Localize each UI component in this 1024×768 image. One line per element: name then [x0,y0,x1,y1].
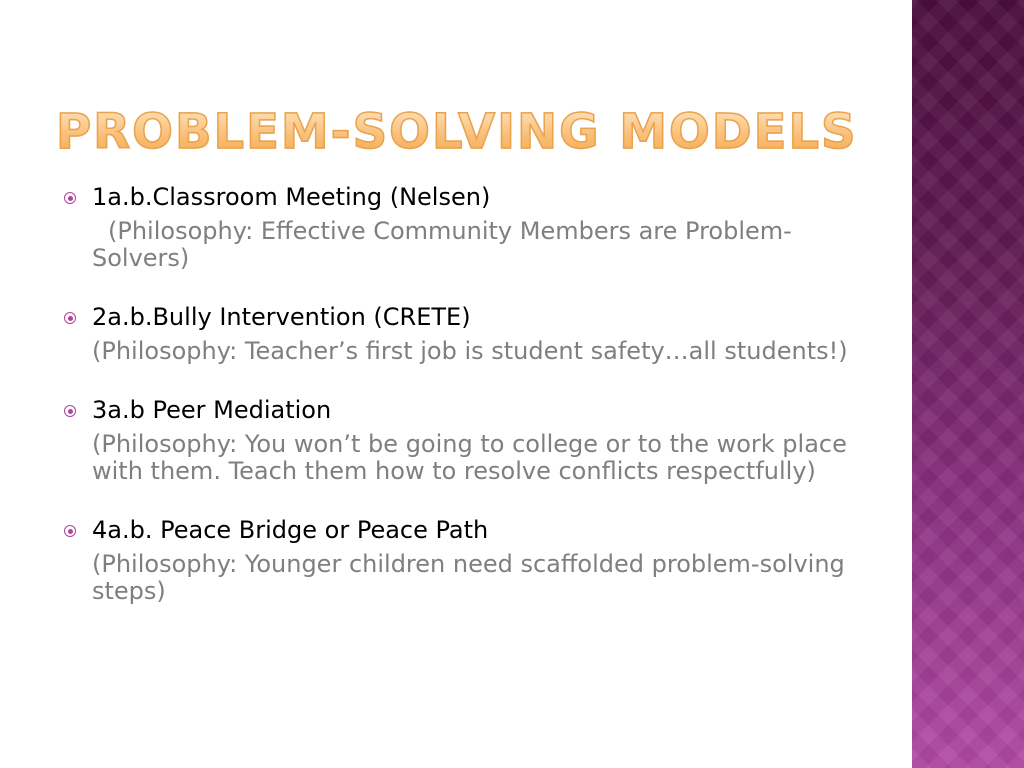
decorative-sidebar [912,0,1024,768]
item-heading: 1a.b.Classroom Meeting (Nelsen) [92,183,491,211]
item-philosophy: (Philosophy: Teacher’s first job is student safety…all students!) [92,337,848,365]
bullet-list [62,182,852,635]
item-heading: 4a.b. Peace Bridge or Peace Path [92,516,489,544]
bullet-icon [64,405,76,417]
item-heading: 3a.b Peer Mediation [92,396,332,424]
list-item [62,515,852,605]
item-philosophy: (Philosophy: Effective Community Members are Problem-Solvers) [92,217,792,272]
slide-title: PROBLEM-SOLVING MODELS [56,104,858,160]
list-item [62,302,852,365]
item-philosophy: (Philosophy: Younger children need scaffolded problem-solving steps) [92,550,845,605]
item-heading: 2a.b.Bully Intervention (CRETE) [92,303,471,331]
bullet-icon [64,192,76,204]
item-philosophy: (Philosophy: You won’t be going to college or to the work place with them. Teach them how to resolve conflicts respectfully) [92,430,847,485]
list-item [62,182,852,272]
bullet-icon [64,525,76,537]
list-item [62,395,852,485]
bullet-icon [64,312,76,324]
